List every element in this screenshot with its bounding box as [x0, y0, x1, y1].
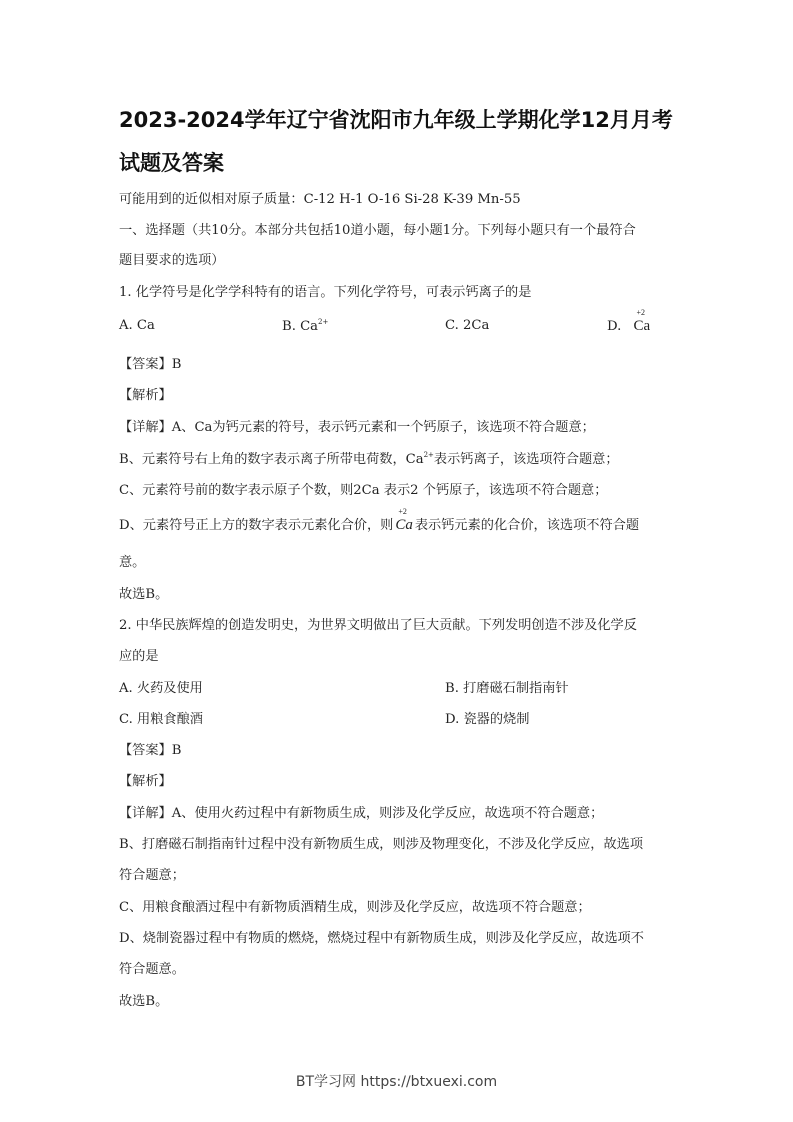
q1-detail-b: [119, 448, 619, 467]
q1-detail-b-charge: 2+: [423, 451, 434, 459]
q2-option-d: D. 瓷器的烧制: [445, 712, 530, 727]
q1-detail-d-post: 表示钙元素的化合价，该选项不符合题: [414, 518, 640, 533]
q2-detail-b-cont: 符合题意；: [119, 868, 185, 883]
q1-option-c: C. 2Ca: [445, 318, 490, 333]
q2-option-c: C. 用粮食酿酒: [119, 712, 203, 727]
q2-detail-c: C、用粮食酿酒过程中有新物质酒精生成，则涉及化学反应，故选项不符合题意；: [119, 900, 591, 915]
q2-answer-label: 【答案】: [119, 743, 172, 758]
q1-answer-value: B: [171, 357, 182, 372]
q2-answer: [119, 739, 181, 758]
q1-detail-d-element: Ca: [395, 517, 413, 533]
q1-answer-label: 【答案】: [119, 357, 172, 372]
q2-detail-a: 【详解】A、使用火药过程中有新物质生成，则涉及化学反应，故选项不符合题意；: [119, 806, 604, 821]
q1-option-d: [607, 308, 651, 335]
q1-detail-d-cont: 意。: [119, 555, 146, 570]
section-heading-cont: 题目要求的选项）: [119, 253, 225, 268]
q1-detail-b-post: 表示钙离子，该选项符合题意；: [433, 452, 619, 467]
q1-detail-a: 【详解】A、Ca为钙元素的符号，表示钙元素和一个钙原子，该选项不符合题意；: [119, 420, 595, 435]
q1-detail-d-symbol: [395, 507, 413, 534]
footer-watermark: BT学习网 https://btxuexi.com: [295, 1074, 498, 1090]
q1-detail-d-valence: +2: [398, 507, 407, 516]
q1-option-d-valence: +2: [636, 308, 646, 317]
q2-stem-cont: 应的是: [119, 649, 159, 664]
atomic-masses: 可能用到的近似相对原子质量：C-12 H-1 O-16 Si-28 K-39 Mn-55: [119, 192, 521, 207]
q1-option-a: A. Ca: [119, 318, 155, 333]
q2-detail-d-cont: 符合题意。: [119, 962, 185, 977]
q1-analysis-label: 【解析】: [119, 388, 172, 403]
q2-conclusion: 故选B。: [119, 994, 169, 1009]
q2-analysis-label: 【解析】: [119, 774, 172, 789]
q1-option-b-text: B. Ca: [282, 319, 319, 334]
q1-conclusion: 故选B。: [119, 587, 169, 602]
q2-stem: 2. 中华民族辉煌的创造发明史，为世界文明做出了巨大贡献。下列发明创造不涉及化学反: [119, 618, 637, 633]
document-title-line1: 2023-2024学年辽宁省沈阳市九年级上学期化学12月月考: [119, 108, 673, 132]
q2-detail-d: D、烧制瓷器过程中有物质的燃烧，燃烧过程中有新物质生成，则涉及化学反应，故选项不: [119, 931, 644, 946]
section-heading: 一、选择题（共10分。本部分共包括10道小题，每小题1分。下列每小题只有一个最符合: [119, 223, 636, 238]
q2-option-a: A. 火药及使用: [119, 681, 203, 696]
q1-answer: [119, 353, 181, 372]
q1-stem: 1. 化学符号是化学学科特有的语言。下列化学符号，可表示钙离子的是: [119, 285, 532, 300]
q1-option-d-symbol: [633, 308, 651, 335]
document-title-line2: 试题及答案: [119, 151, 224, 175]
q1-option-d-element: Ca: [633, 318, 651, 334]
q1-option-b: [282, 318, 328, 334]
q1-option-d-label: D.: [607, 319, 622, 334]
q1-detail-b-pre: B、元素符号右上角的数字表示离子所带电荷数，Ca: [119, 452, 424, 467]
q1-detail-c: C、元素符号前的数字表示原子个数，则2Ca 表示2 个钙原子，该选项不符合题意；: [119, 483, 608, 498]
q1-option-b-charge: 2+: [318, 318, 329, 326]
q2-option-b: B. 打磨磁石制指南针: [445, 681, 569, 696]
q1-detail-d-pre: D、元素符号正上方的数字表示元素化合价，则: [119, 518, 394, 533]
q2-answer-value: B: [171, 743, 182, 758]
q2-detail-b: B、打磨磁石制指南针过程中没有新物质生成，则涉及物理变化，不涉及化学反应，故选项: [119, 837, 643, 852]
q1-detail-d: [119, 507, 640, 534]
